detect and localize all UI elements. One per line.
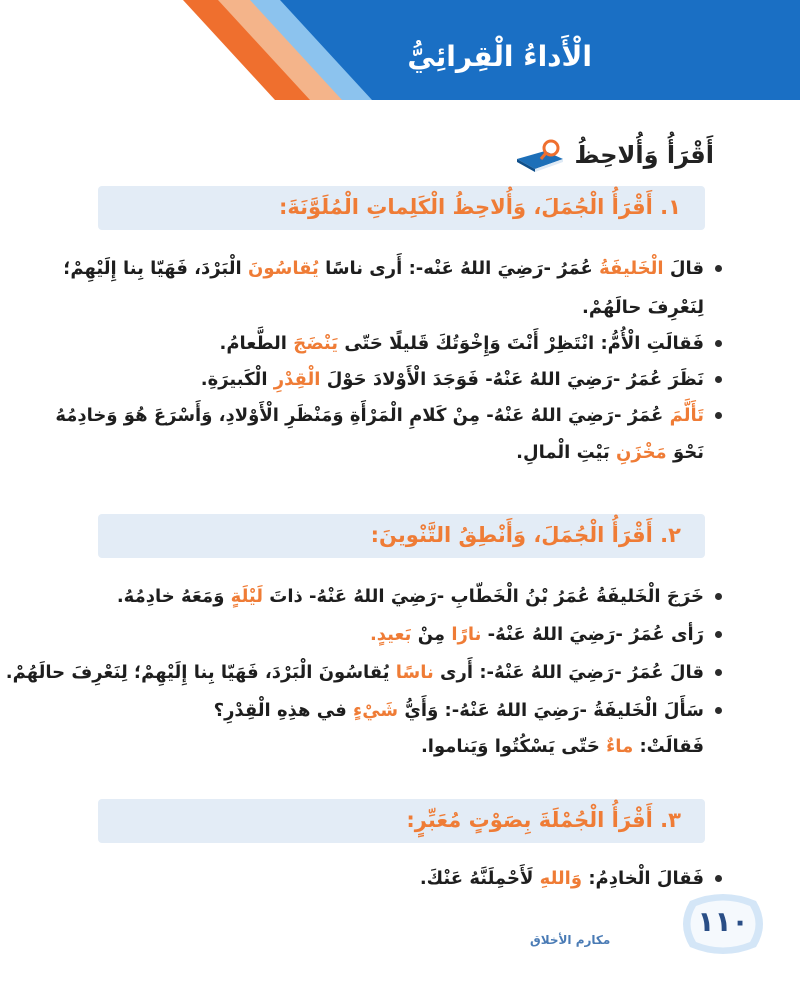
section-1-list: [22, 256, 722, 466]
sentence-text: عُمَرُ -رَضِيَ اللهُ عَنْهُ- مِنْ كَلامِ الْمَرْأَةِ وَمَنْظَرِ الْأَوْلادِ، وَأَسْرَعَ هُوَ وَخادِمُهُ: [55, 405, 670, 426]
sentence-text: في هذِهِ الْقِدْرِ؟: [213, 700, 354, 721]
sentence-item: [5, 660, 722, 686]
highlighted-word: يَنْضَجَ: [293, 333, 339, 354]
sentence-text: الطَّعامُ.: [219, 333, 294, 354]
footer-brand: مكارم الأخلاق: [530, 933, 611, 947]
sentence-text: خَرَجَ الْخَليفَةُ عُمَرُ بْنُ الْخَطّابِ -رَضِيَ اللهُ عَنْهُ- ذاتَ: [263, 586, 704, 607]
sentence-item: [22, 698, 722, 724]
sentence-text: بَيْتِ الْمالِ.: [516, 442, 617, 463]
sentence-text: حَتّى يَسْكُتُوا وَيَناموا.: [420, 736, 607, 757]
highlighted-word: ناسًا: [395, 662, 434, 683]
sentence-text: قالَ عُمَرُ -رَضِيَ اللهُ عَنْهُ-: أَرى: [433, 662, 704, 683]
sentence-item: [22, 866, 722, 892]
sentence-text: وَمَعَهُ خادِمُهُ.: [116, 586, 231, 607]
sentence-text: مِنْ: [411, 624, 452, 645]
sentence-text: فَقالَ الْخادِمُ:: [582, 868, 704, 889]
sentence-text: عُمَرُ -رَضِيَ اللهُ عَنْه-: أَرى ناسًا: [318, 258, 600, 279]
highlighted-word: الْخَليفَةُ: [599, 258, 664, 279]
highlighted-word: مَخْزَنِ: [616, 442, 667, 463]
book-magnifier-icon: [515, 137, 565, 173]
highlighted-word: شَيْءٍ: [353, 700, 399, 721]
section-2-heading: ٢. أَقْرَأُ الْجُمَلَ، وَأَنْطِقُ التَّنْوينَ:: [370, 523, 681, 547]
highlighted-word: لَيْلَةٍ: [230, 586, 264, 607]
topic-heading: [515, 135, 714, 175]
section-3-list: [22, 866, 722, 892]
sentence-text: يُقاسُونَ الْبَرْدَ، فَهَيّا بِنا إِلَيْهِمْ؛ لِنَعْرِفَ حالَهُمْ.: [5, 662, 396, 683]
page-title: الْأَداءُ الْقِرائِيُّ: [407, 40, 592, 73]
highlighted-word: الْقِدْرِ: [273, 369, 321, 390]
highlighted-word: وَاللهِ: [539, 868, 583, 889]
sentence-text: فَقالَتِ الْأُمُّ: انْتَظِرْ أَنْتَ وَإِخْوَتُكَ قَليلًا حَتّى: [338, 333, 704, 354]
sentence-text: نَحْوَ: [666, 442, 704, 463]
highlighted-word: يُقاسُونَ: [247, 258, 319, 279]
highlighted-word: تَأَلَّمَ: [669, 405, 704, 426]
sentence-continuation: [22, 295, 722, 321]
header-banner: [0, 0, 800, 100]
sentence-item: [22, 622, 722, 648]
section-2-list: [5, 584, 722, 760]
sentence-item: [22, 403, 722, 429]
section-1-heading-bar: [98, 186, 705, 230]
banner-shapes: [0, 0, 800, 100]
highlighted-word: بَعيدٍ.: [369, 624, 412, 645]
section-2-heading-bar: [98, 514, 705, 558]
sentence-text: سَأَلَ الْخَليفَةُ -رَضِيَ اللهُ عَنْهُ-: وَأَيُّ: [398, 700, 704, 721]
section-3-heading: ٣. أَقْرَأُ الْجُمْلَةَ بِصَوْتٍ مُعَبِّرٍ:: [406, 808, 681, 832]
sentence-item: [22, 256, 722, 282]
highlighted-word: نارًا: [451, 624, 482, 645]
sentence-text: قالَ: [663, 258, 704, 279]
highlighted-word: ماءٌ: [606, 736, 634, 757]
sentence-text: لَأَحْمِلَنَّهُ عَنْكَ.: [419, 868, 540, 889]
section-3-heading-bar: [98, 799, 705, 843]
sentence-text: رَأى عُمَرُ -رَضِيَ اللهُ عَنْهُ-: [481, 624, 704, 645]
topic-title: أَقْرَأُ وَأُلاحِظُ: [574, 141, 714, 169]
sentence-text: الْبَرْدَ، فَهَيّا بِنا إِلَيْهِمْ؛: [63, 258, 248, 279]
sentence-item: [22, 367, 722, 393]
sentence-continuation: [22, 440, 722, 466]
sentence-continuation: [22, 734, 722, 760]
sentence-item: [22, 331, 722, 357]
sentence-text: نَظَرَ عُمَرُ -رَضِيَ اللهُ عَنْهُ- فَوَجَدَ الْأَوْلادَ حَوْلَ: [320, 369, 704, 390]
sentence-text: فَقالَتْ:: [633, 736, 704, 757]
sentence-text: لِنَعْرِفَ حالَهُمْ.: [582, 297, 704, 318]
sentence-item: [22, 584, 722, 610]
page-number: ١١٠: [697, 905, 749, 938]
section-1-heading: ١. أَقْرَأُ الْجُمَلَ، وَأُلاحِظُ الْكَلِماتِ الْمُلَوَّنَةَ:: [279, 195, 681, 219]
sentence-text: الْكَبيرَةِ.: [200, 369, 274, 390]
